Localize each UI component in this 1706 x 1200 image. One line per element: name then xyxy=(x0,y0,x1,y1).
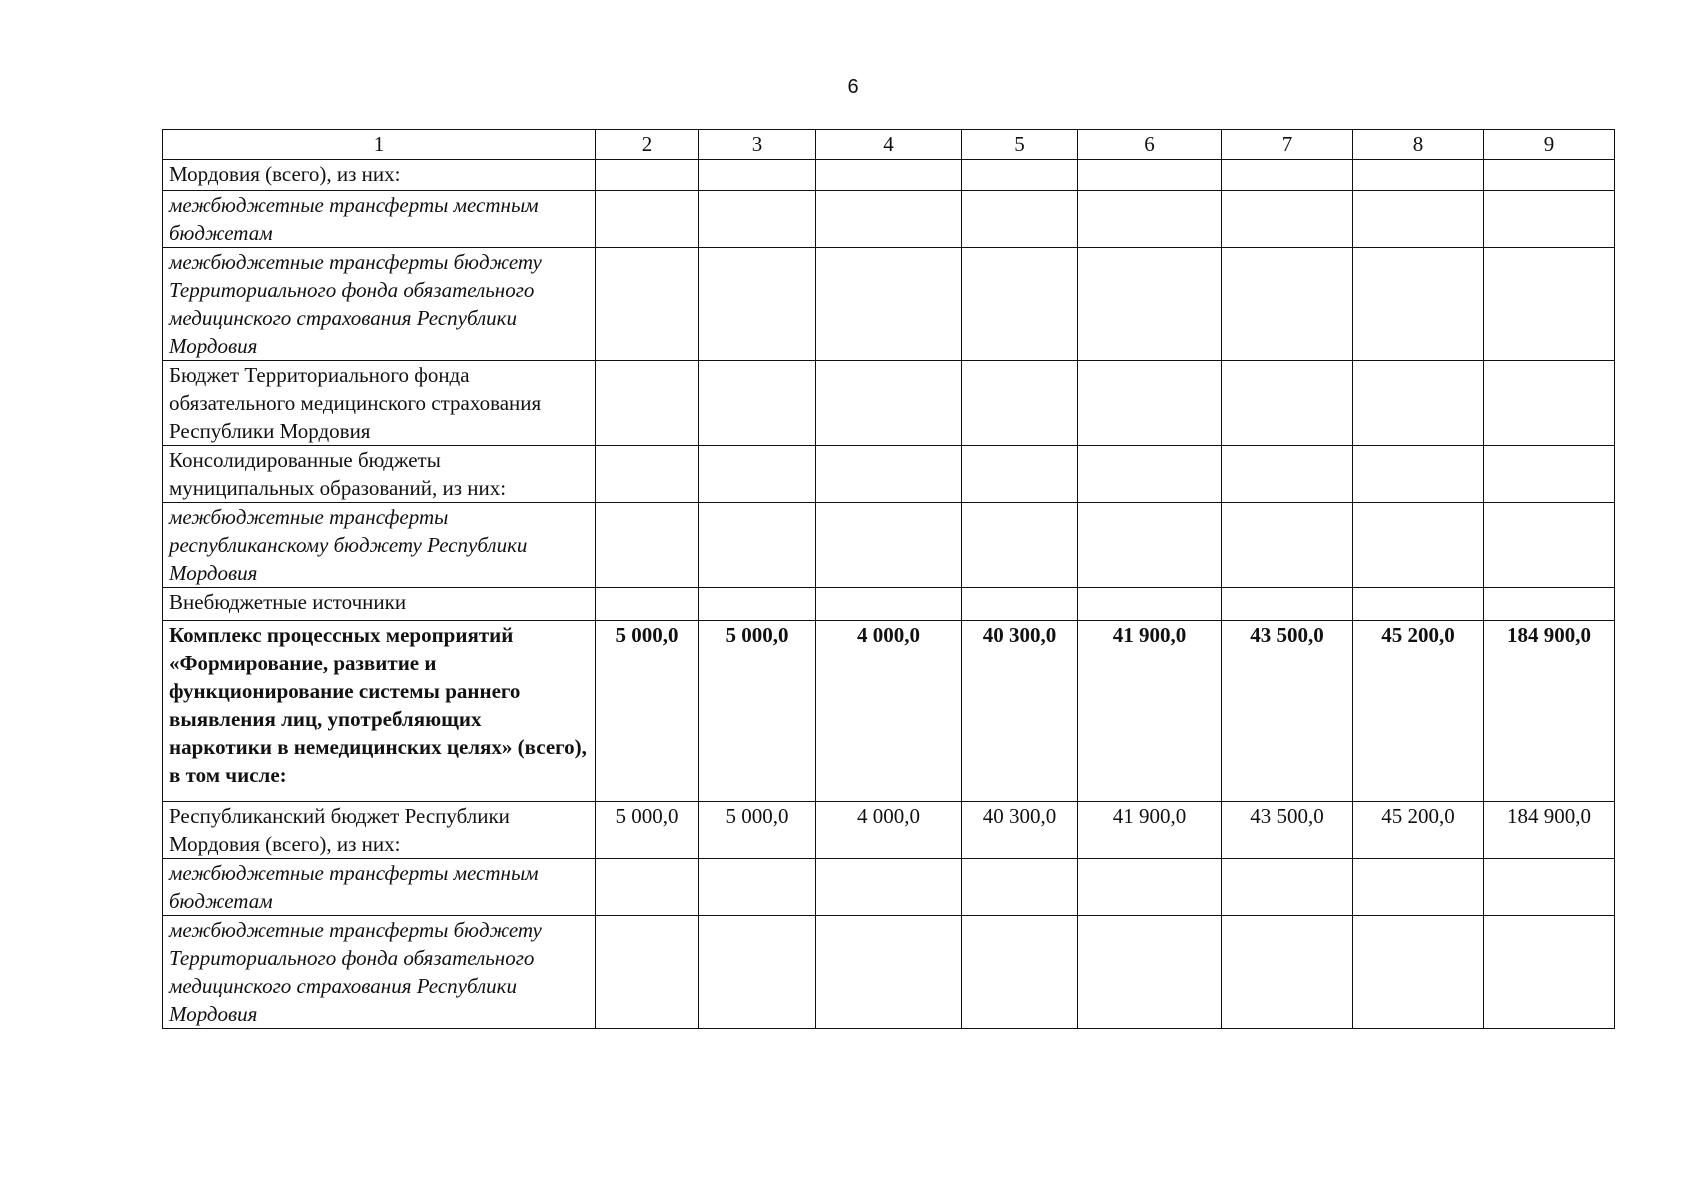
value-cell xyxy=(1484,916,1615,1029)
value-cell xyxy=(1484,588,1615,621)
value-cell xyxy=(1078,248,1222,361)
value-cell xyxy=(699,916,816,1029)
value-cell xyxy=(699,503,816,588)
table-row xyxy=(163,916,1615,1029)
value-cell xyxy=(1222,248,1353,361)
value-cell xyxy=(816,160,962,191)
value-cell xyxy=(699,361,816,446)
column-number: 4 xyxy=(816,130,962,160)
value-cell xyxy=(596,191,699,248)
value-cell xyxy=(1353,361,1484,446)
value-cell xyxy=(962,361,1078,446)
value-cell xyxy=(1353,191,1484,248)
value-cell xyxy=(1484,191,1615,248)
value-cell xyxy=(1353,916,1484,1029)
value-cell: 43 500,0 xyxy=(1222,621,1353,802)
value-cell xyxy=(1078,361,1222,446)
value-cell: 4 000,0 xyxy=(816,621,962,802)
page-number: 6 xyxy=(847,76,859,98)
value-cell xyxy=(962,503,1078,588)
value-cell xyxy=(1484,859,1615,916)
column-number: 6 xyxy=(1078,130,1222,160)
value-cell xyxy=(596,588,699,621)
value-cell xyxy=(816,191,962,248)
value-cell xyxy=(816,859,962,916)
value-cell xyxy=(962,859,1078,916)
value-cell: 4 000,0 xyxy=(816,802,962,859)
table-row xyxy=(163,802,1615,859)
column-number: 1 xyxy=(163,130,596,160)
value-cell xyxy=(962,446,1078,503)
column-number: 7 xyxy=(1222,130,1353,160)
row-label: межбюджетные трансферты бюджету Территориального фонда обязательного медицинского страхования Республики Мордовия xyxy=(163,248,596,361)
table-body xyxy=(163,160,1615,1029)
value-cell xyxy=(596,160,699,191)
value-cell xyxy=(1353,160,1484,191)
value-cell xyxy=(816,503,962,588)
column-number: 5 xyxy=(962,130,1078,160)
value-cell xyxy=(1078,503,1222,588)
column-number: 3 xyxy=(699,130,816,160)
row-label: Республиканский бюджет Республики Мордовия (всего), из них: xyxy=(163,802,596,859)
value-cell xyxy=(1222,160,1353,191)
value-cell xyxy=(1222,191,1353,248)
value-cell xyxy=(1222,859,1353,916)
value-cell xyxy=(1484,248,1615,361)
value-cell xyxy=(1078,191,1222,248)
value-cell xyxy=(699,588,816,621)
table-row xyxy=(163,160,1615,191)
row-label: Внебюджетные источники xyxy=(163,588,596,621)
value-cell xyxy=(1484,503,1615,588)
value-cell: 5 000,0 xyxy=(596,802,699,859)
value-cell: 40 300,0 xyxy=(962,621,1078,802)
value-cell xyxy=(1222,503,1353,588)
value-cell xyxy=(1353,588,1484,621)
value-cell: 45 200,0 xyxy=(1353,802,1484,859)
value-cell xyxy=(699,248,816,361)
value-cell xyxy=(596,916,699,1029)
table-row xyxy=(163,859,1615,916)
value-cell: 184 900,0 xyxy=(1484,802,1615,859)
table-row xyxy=(163,503,1615,588)
column-number: 8 xyxy=(1353,130,1484,160)
row-label: Бюджет Территориального фонда обязательного медицинского страхования Республики Мордовия xyxy=(163,361,596,446)
value-cell xyxy=(962,191,1078,248)
column-number: 9 xyxy=(1484,130,1615,160)
table-row xyxy=(163,621,1615,802)
table-row xyxy=(163,191,1615,248)
value-cell xyxy=(1222,446,1353,503)
column-number-row xyxy=(163,130,1615,160)
value-cell: 184 900,0 xyxy=(1484,621,1615,802)
column-number: 2 xyxy=(596,130,699,160)
value-cell xyxy=(1078,446,1222,503)
value-cell xyxy=(1353,859,1484,916)
table-row xyxy=(163,248,1615,361)
value-cell: 5 000,0 xyxy=(596,621,699,802)
value-cell xyxy=(962,160,1078,191)
table-row xyxy=(163,446,1615,503)
budget-table xyxy=(162,129,1615,1029)
row-label: межбюджетные трансферты местным бюджетам xyxy=(163,191,596,248)
value-cell xyxy=(816,916,962,1029)
value-cell: 5 000,0 xyxy=(699,621,816,802)
value-cell xyxy=(1484,446,1615,503)
value-cell xyxy=(1222,361,1353,446)
value-cell xyxy=(1222,588,1353,621)
value-cell xyxy=(1353,446,1484,503)
value-cell: 45 200,0 xyxy=(1353,621,1484,802)
value-cell xyxy=(1353,503,1484,588)
value-cell xyxy=(596,248,699,361)
table-row xyxy=(163,361,1615,446)
row-label: межбюджетные трансферты местным бюджетам xyxy=(163,859,596,916)
value-cell: 40 300,0 xyxy=(962,802,1078,859)
value-cell xyxy=(1078,916,1222,1029)
value-cell xyxy=(962,248,1078,361)
value-cell xyxy=(1078,160,1222,191)
table-row xyxy=(163,588,1615,621)
value-cell xyxy=(1078,588,1222,621)
value-cell: 41 900,0 xyxy=(1078,621,1222,802)
row-label: межбюджетные трансферты бюджету Территориального фонда обязательного медицинского страхования Республики Мордовия xyxy=(163,916,596,1029)
value-cell xyxy=(699,446,816,503)
value-cell xyxy=(699,160,816,191)
value-cell: 5 000,0 xyxy=(699,802,816,859)
value-cell xyxy=(596,859,699,916)
row-label: Комплекс процессных мероприятий «Формирование, развитие и функционирование системы раннего выявления лиц, употребляющих наркотики в немедицинских целях» (всего), в том числе: xyxy=(163,621,596,802)
value-cell xyxy=(816,588,962,621)
value-cell xyxy=(699,859,816,916)
value-cell xyxy=(596,361,699,446)
value-cell xyxy=(1484,361,1615,446)
row-label: Консолидированные бюджеты муниципальных образований, из них: xyxy=(163,446,596,503)
value-cell xyxy=(816,248,962,361)
value-cell xyxy=(1078,859,1222,916)
row-label: межбюджетные трансферты республиканскому бюджету Республики Мордовия xyxy=(163,503,596,588)
row-label: Мордовия (всего), из них: xyxy=(163,160,596,191)
value-cell xyxy=(1484,160,1615,191)
value-cell xyxy=(962,588,1078,621)
value-cell xyxy=(596,503,699,588)
value-cell xyxy=(816,361,962,446)
value-cell: 41 900,0 xyxy=(1078,802,1222,859)
value-cell xyxy=(699,191,816,248)
value-cell xyxy=(596,446,699,503)
value-cell xyxy=(962,916,1078,1029)
value-cell: 43 500,0 xyxy=(1222,802,1353,859)
value-cell xyxy=(816,446,962,503)
value-cell xyxy=(1222,916,1353,1029)
value-cell xyxy=(1353,248,1484,361)
